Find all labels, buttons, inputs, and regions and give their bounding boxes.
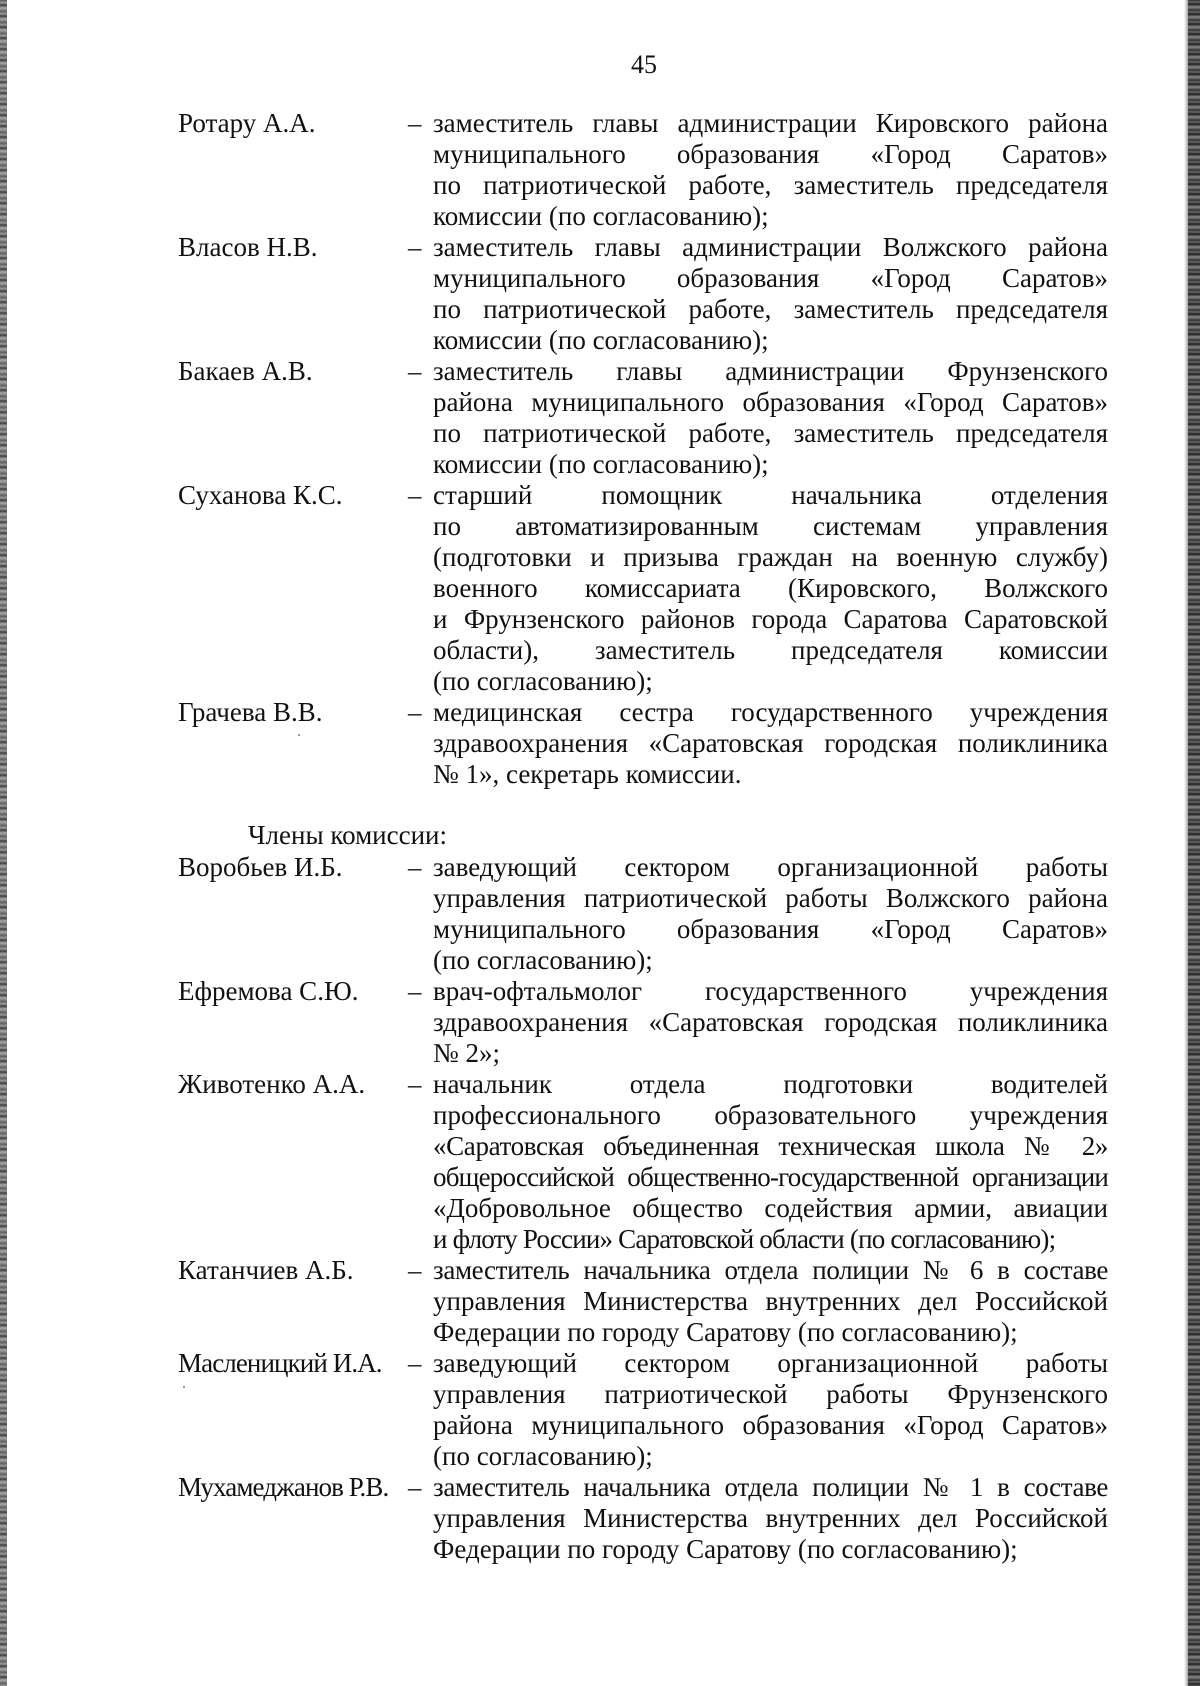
page-number: 45 xyxy=(631,50,657,79)
description-line: комиссии (по согласованию); xyxy=(433,325,769,355)
dash-separator: – xyxy=(408,1472,422,1502)
person-name: Ефремова С.Ю. xyxy=(178,976,359,1006)
description-line: заместитель главы администрации Фрунзенского xyxy=(433,356,1108,386)
person-name: Воробьев И.Б. xyxy=(178,852,343,882)
description-line: управления патриотической работы Волжского района xyxy=(433,883,1108,913)
position-description xyxy=(433,356,1108,480)
description-line: (подготовки и призыва граждан на военную службу) xyxy=(433,542,1108,572)
description-line: здравоохранения «Саратовская городская поликлиника xyxy=(433,728,1108,758)
person-name: Мухамеджанов Р.В. xyxy=(178,1472,389,1502)
description-line: управления Министерства внутренних дел Российской xyxy=(433,1286,1108,1316)
description-line: управления патриотической работы Фрунзенского xyxy=(433,1379,1108,1409)
position-description xyxy=(433,1255,1108,1348)
description-line: (по согласованию); xyxy=(433,666,653,696)
description-line: «Добровольное общество содействия армии, авиации xyxy=(433,1193,1108,1223)
person-name: Животенко А.А. xyxy=(178,1069,366,1099)
dash-separator: – xyxy=(408,976,422,1006)
dash-separator: – xyxy=(408,1255,422,1285)
person-name: Бакаев А.В. xyxy=(178,356,313,386)
description-line: № 2»; xyxy=(433,1038,501,1068)
person-name: Грачева В.В. xyxy=(178,697,323,727)
dash-separator: – xyxy=(408,852,422,882)
list-entry xyxy=(178,697,1108,790)
list-entry xyxy=(178,852,1108,976)
description-line: области), заместитель председателя комиссии xyxy=(433,635,1108,665)
dash-separator: – xyxy=(408,1348,422,1378)
position-description xyxy=(433,480,1108,697)
position-description xyxy=(433,976,1108,1069)
description-line: управления Министерства внутренних дел Российской xyxy=(433,1503,1108,1533)
description-line: заведующий сектором организационной работы xyxy=(433,1348,1108,1378)
person-name: Власов Н.В. xyxy=(178,232,318,262)
list-entry xyxy=(178,108,1108,232)
commission-leadership-list xyxy=(178,108,1108,790)
list-entry xyxy=(178,356,1108,480)
person-name: Суханова К.С. xyxy=(178,480,343,510)
list-entry xyxy=(178,480,1108,697)
dash-separator: – xyxy=(408,108,422,138)
person-name: Ротару А.А. xyxy=(178,108,316,138)
description-line: начальник отдела подготовки водителей xyxy=(433,1069,1108,1099)
scan-edge-right xyxy=(1188,0,1200,1686)
description-line: по автоматизированным системам управления xyxy=(433,511,1108,541)
dash-separator: – xyxy=(408,697,422,727)
dash-separator: – xyxy=(408,232,422,262)
description-line: муниципального образования «Город Саратов» xyxy=(433,914,1108,944)
description-line: военного комиссариата (Кировского, Волжского xyxy=(433,573,1108,603)
commission-members-list xyxy=(178,852,1108,1565)
list-entry xyxy=(178,1069,1108,1255)
description-line: медицинская сестра государственного учреждения xyxy=(433,697,1108,727)
position-description xyxy=(433,697,1108,790)
description-line: комиссии (по согласованию); xyxy=(433,449,769,479)
position-description xyxy=(433,1348,1108,1472)
description-line: по патриотической работе, заместитель председателя xyxy=(433,170,1108,200)
list-entry xyxy=(178,976,1108,1069)
position-description xyxy=(433,1069,1108,1255)
description-line: по патриотической работе, заместитель председателя xyxy=(433,294,1108,324)
members-heading: Члены комиссии: xyxy=(248,820,447,850)
list-entry xyxy=(178,1472,1108,1565)
list-entry xyxy=(178,232,1108,356)
description-line: и флоту России» Саратовской области (по согласованию); xyxy=(433,1224,1056,1254)
description-line: № 1», секретарь комиссии. xyxy=(433,759,742,789)
description-line: заместитель главы администрации Волжского района xyxy=(433,232,1108,262)
description-line: (по согласованию); xyxy=(433,945,653,975)
description-line: врач-офтальмолог государственного учреждения xyxy=(433,976,1108,1006)
dash-separator: – xyxy=(408,1069,422,1099)
description-line: и Фрунзенского районов города Саратова Саратовской xyxy=(433,604,1108,634)
description-line: заместитель главы администрации Кировского района xyxy=(433,108,1108,138)
description-line: заведующий сектором организационной работы xyxy=(433,852,1108,882)
position-description xyxy=(433,1472,1108,1565)
description-line: «Саратовская объединенная техническая школа № 2» xyxy=(433,1131,1108,1161)
dash-separator: – xyxy=(408,356,422,386)
description-line: района муниципального образования «Город Саратов» xyxy=(433,387,1108,417)
dash-separator: – xyxy=(408,480,422,510)
description-line: заместитель начальника отдела полиции № 1 в составе xyxy=(433,1472,1108,1502)
description-line: здравоохранения «Саратовская городская поликлиника xyxy=(433,1007,1108,1037)
description-line: района муниципального образования «Город Саратов» xyxy=(433,1410,1108,1440)
description-line: (по согласованию); xyxy=(433,1441,653,1471)
position-description xyxy=(433,108,1108,232)
list-entry xyxy=(178,1255,1108,1348)
description-line: по патриотической работе, заместитель председателя xyxy=(433,418,1108,448)
description-line: заместитель начальника отдела полиции № 6 в составе xyxy=(433,1255,1108,1285)
list-entry xyxy=(178,1348,1108,1472)
description-line: муниципального образования «Город Саратов» xyxy=(433,263,1108,293)
description-line: муниципального образования «Город Саратов» xyxy=(433,139,1108,169)
description-line: Федерации по городу Саратову (по согласованию); xyxy=(433,1534,1018,1564)
description-line: комиссии (по согласованию); xyxy=(433,201,769,231)
scan-edge-left xyxy=(0,0,7,1686)
position-description xyxy=(433,852,1108,976)
description-line: Федерации по городу Саратову (по согласованию); xyxy=(433,1317,1018,1347)
description-line: профессионального образовательного учреждения xyxy=(433,1100,1108,1130)
person-name: Масленицкий И.А. xyxy=(178,1348,382,1378)
description-line: старший помощник начальника отделения xyxy=(433,480,1108,510)
person-name: Катанчиев А.Б. xyxy=(178,1255,354,1285)
description-line: общероссийской общественно-государственной организации xyxy=(433,1162,1108,1192)
position-description xyxy=(433,232,1108,356)
